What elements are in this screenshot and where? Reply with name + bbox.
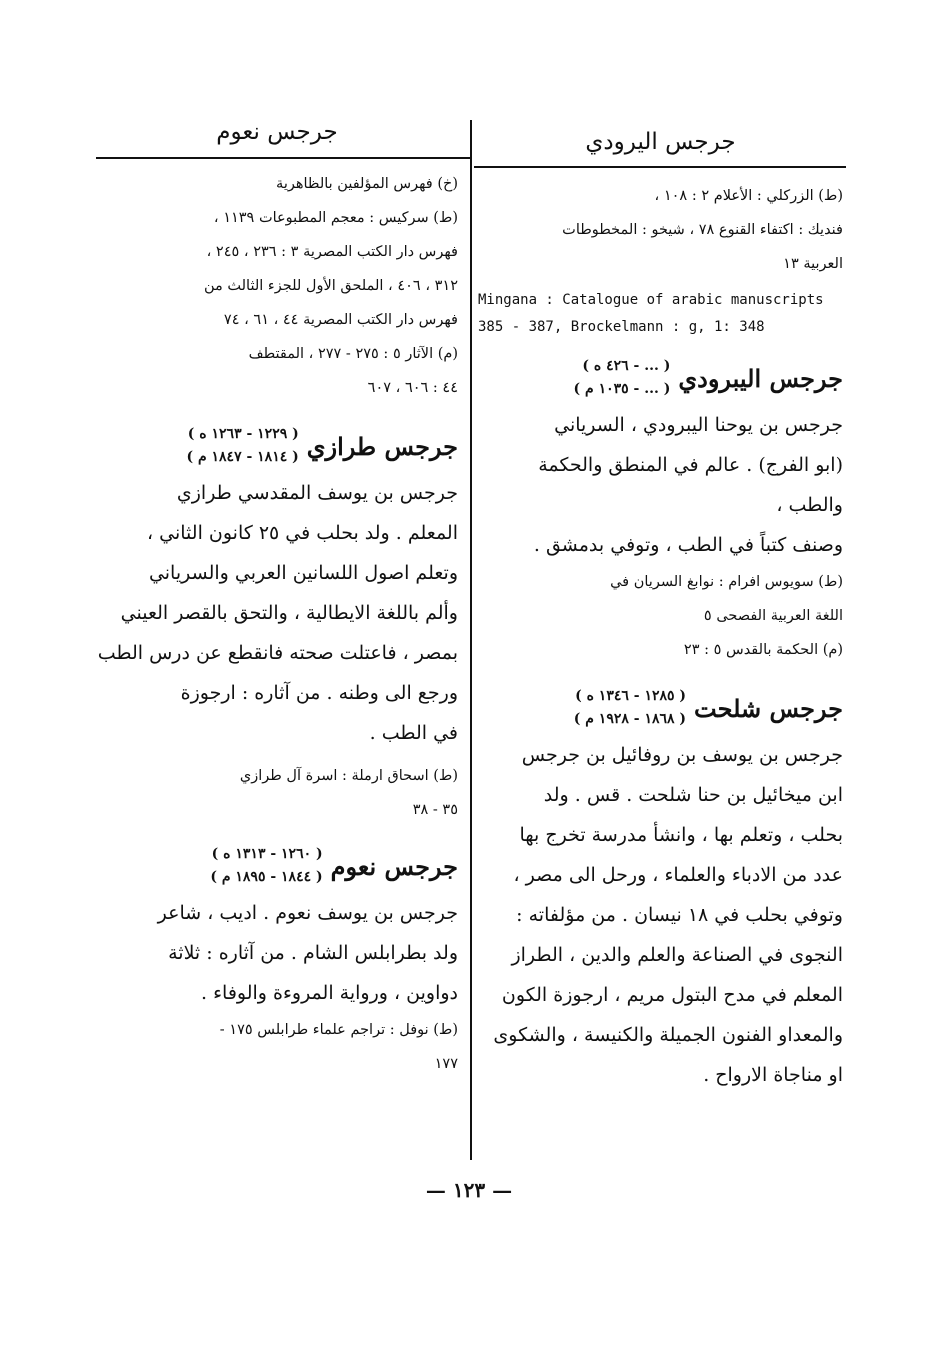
entry-heading (478, 685, 843, 731)
entry-text: جرجس بن يوسف نعوم . اديب ، شاعر (157, 902, 458, 924)
reference-line: (م) الحكمة بالقدس ٥ : ٢٣ (683, 642, 843, 658)
reference-line: (م) الآثار ٥ : ٢٧٥ - ٢٧٧ ، المقتطف (248, 346, 458, 362)
entry-text: بحلب ، وتعلم بها ، وانشأ مدرسة تخرج بها (519, 824, 843, 846)
entry-text: وتوفي بحلب في ١٨ نيسان . من مؤلفاته : (516, 904, 843, 926)
date-gregorian: ( ... - ١٠٣٥ م ) (573, 381, 671, 397)
entry-text: المعلم في مدح البتول مريم ، ارجوزة الكون (501, 984, 843, 1006)
entry-dates (186, 423, 298, 469)
reference-line: (ط) الزركلي : الأعلام ٢ : ١٠٨ ، (654, 188, 843, 204)
entry-text: في الطب . (369, 722, 458, 744)
date-gregorian: ( ١٨١٤ - ١٨٤٧ م ) (186, 449, 299, 465)
latin-reference: Mingana : Catalogue of arabic manuscripts 385 - 387, Brockelmann : g, 1: 348 (478, 292, 824, 335)
entry-heading (96, 423, 458, 469)
reference-line: (ط) اسحاق ارملة : اسرة آل طرازي (239, 768, 458, 784)
entry-text: عدد من الادباء والعلماء ، ورحل الى مصر ، (513, 864, 843, 886)
reference-line: فنديك : اكتفاء القنوع ٧٨ ، شيخو : المخطوطات (562, 222, 843, 238)
reference-line: ٣٥ - ٣٨ (412, 802, 458, 818)
entry-text: والمعداو الفنون الجميلة والكنيسة ، والشكوى (493, 1024, 843, 1046)
reference-line: (ط) نوفل : تراجم علماء طرابلس ١٧٥ - (219, 1022, 458, 1038)
entry-text: وألم باللغة الايطالية ، والتحق بالقصر العيني (120, 602, 458, 624)
entry-text: جرجس بن يوحنا اليبرودي ، السرياني (554, 414, 843, 436)
page-number: — ١٢٣ — (425, 1178, 513, 1202)
column-divider (470, 120, 472, 1160)
reference-line: ٣١٢ ، ٤٠٦ ، الملحق الأول للجزء الثالث من (203, 278, 458, 294)
entry-text: المعلم . ولد بحلب في ٢٥ كانون الثاني ، (146, 522, 458, 544)
date-hijri: ( ١٢٦٠ - ١٣١٣ ه ) (211, 846, 323, 862)
running-header-right: جرجس اليرودي (585, 129, 736, 155)
reference-line: ٤٤ : ٦٠٦ ، ٦٠٧ (367, 380, 458, 396)
entry-name: جرجس شلحت (694, 693, 843, 723)
entry-text: ابن ميخائيل بن حنا شلحت . قس . ولد (543, 784, 843, 806)
reference-line: ١٧٧ (434, 1056, 458, 1072)
entry-dates (574, 685, 686, 731)
reference-line: فهرس دار الكتب المصرية ٣ : ٢٣٦ ، ٢٤٥ ، (206, 244, 458, 260)
entry-heading (478, 355, 843, 401)
entry-name: جرجس اليبرودي (678, 363, 843, 393)
entry-text: وتعلم اصول اللسانين العربي والسرياني (148, 562, 458, 584)
entry-name: جرجس طرازي (306, 431, 458, 461)
entry-text: جرجس بن يوسف المقدسي طرازي (176, 482, 458, 504)
entry-text: ولد بطرابلس الشام . من آثاره : ثلاثة (168, 942, 458, 964)
reference-line: (ط) سركيس : معجم المطبوعات ١١٣٩ ، (213, 210, 458, 226)
entry-text: جرجس بن يوسف بن روفائيل بن جرجس (521, 744, 843, 766)
reference-line: (ط) سويوس افرام : نوابغ السريان في (610, 574, 843, 590)
running-header-left: جرجس نعوم (216, 119, 338, 145)
date-hijri: ( ١٢٢٩ - ١٢٦٣ ه ) (187, 426, 299, 442)
entry-text: ورجع الى وطنه . من آثاره : ارجوزة (180, 682, 458, 704)
entry-text: او مناجاة الارواح . (703, 1064, 843, 1086)
date-hijri: ( ... - ٤٢٦ ه ) (582, 358, 671, 374)
entry-dates (210, 843, 322, 889)
entry-name: جرجس نعوم (330, 851, 458, 881)
date-hijri: ( ١٢٨٥ - ١٣٤٦ ه ) (575, 688, 687, 704)
entry-heading (96, 843, 458, 889)
date-gregorian: ( ١٨٦٨ - ١٩٢٨ م ) (573, 711, 687, 727)
reference-line: فهرس دار الكتب المصرية ٤٤ ، ٦١ ، ٧٤ (223, 312, 458, 328)
left-column (96, 110, 458, 1081)
entry-text: النجوى في الصناعة والعلم والدين ، الطراز (511, 944, 843, 966)
right-column (478, 110, 843, 1095)
reference-line: اللغة العربية الفصحى ٥ (703, 608, 843, 624)
entry-text: وصنف كتباً في الطب ، وتوفي بدمشق . (533, 534, 843, 556)
entry-text: دواوين ، ورواية المروءة والوفاء . (201, 982, 458, 1004)
reference-line: (خ) فهرس المؤلفين بالظاهرية (276, 176, 458, 192)
reference-line: العربية ١٣ (783, 256, 843, 272)
date-gregorian: ( ١٨٤٤ - ١٨٩٥ م ) (210, 869, 323, 885)
entry-dates (574, 355, 671, 401)
entry-text: (ابو الفرج) . عالم في المنطق والحكمة والطب ، (538, 454, 843, 516)
entry-text: بمصر ، فاعتلت صحته فانقطع عن درس الطب (97, 642, 458, 664)
